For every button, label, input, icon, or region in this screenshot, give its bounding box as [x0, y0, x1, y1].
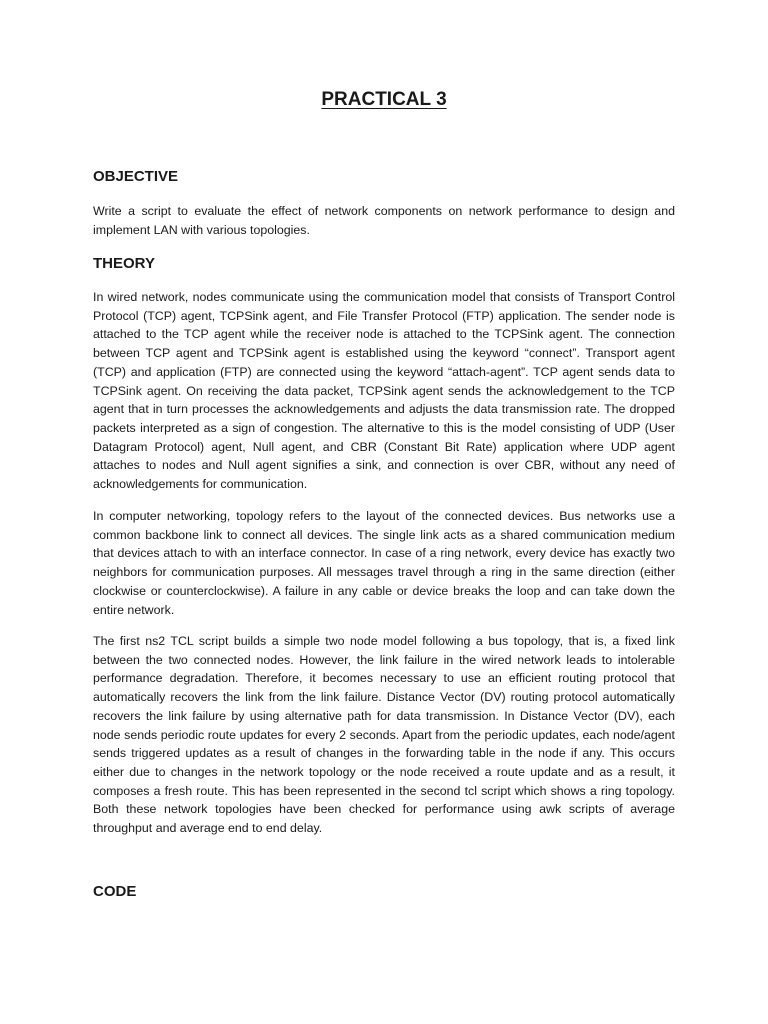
theory-paragraph-1: In wired network, nodes communicate using the communication model that consists of Transport Control Protocol (TCP) agent, TCPSink agent, and File Transfer Protocol (FTP) application. The sender node is attached to the TCP agent while the receiver node is attached to the TCPSink agent. The connection between TCP agent and TCPSink agent is established using the keyword “connect”. Transport agent (TCP) and application (FTP) are connected using the keyword “attach-agent”. TCP agent sends data to TCPSink agent. On receiving the data packet, TCPSink agent sends the acknowledgement to the TCP agent that in turn processes the acknowledgements and adjusts the data transmission rate. The dropped packets interpreted as a sign of congestion. The alternative to this is the model consisting of UDP (User Datagram Protocol) agent, Null agent, and CBR (Constant Bit Rate) application where UDP agent attaches to nodes and Null agent signifies a sink, and connection is over CBR, without any need of acknowledgements for communication. [93, 290, 675, 492]
page-title: PRACTICAL 3 [321, 89, 447, 110]
theory-paragraph-2: In computer networking, topology refers to the layout of the connected devices. Bus networks use a common backbone link to connect all devices. The single link acts as a shared communication medium that devices attach to with an interface connector. In case of a ring network, every device has exactly two neighbors for communication purposes. All messages travel through a ring in the same direction (either clockwise or counterclockwise). A failure in any cable or device breaks the loop and can take down the entire network. [93, 509, 675, 617]
objective-heading: OBJECTIVE [93, 168, 179, 185]
theory-heading: THEORY [93, 255, 155, 272]
code-heading: CODE [93, 883, 137, 900]
theory-paragraph-3: The first ns2 TCL script builds a simple two node model following a bus topology, that is, a fixed link between the two connected nodes. However, the link failure in the wired network leads to intolerable performance degradation. Therefore, it becomes necessary to use an efficient routing protocol that automatically recovers the link from the link failure. Distance Vector (DV) routing protocol automatically recovers the link failure by using alternative path for data transmission. In Distance Vector (DV), each node sends periodic route updates for every 2 seconds. Apart from the periodic updates, each node/agent sends triggered updates as a result of changes in the forwarding table in the node if any. This occurs either due to changes in the network topology or the node received a route update and as a result, it composes a fresh route. This has been represented in the second tcl script which shows a ring topology. Both these network topologies have been checked for performance using awk scripts of average throughput and average end to end delay. [93, 634, 675, 836]
objective-paragraph: Write a script to evaluate the effect of network components on network performance to design and implement LAN with various topologies. [93, 204, 675, 237]
page-title-container [0, 88, 768, 112]
